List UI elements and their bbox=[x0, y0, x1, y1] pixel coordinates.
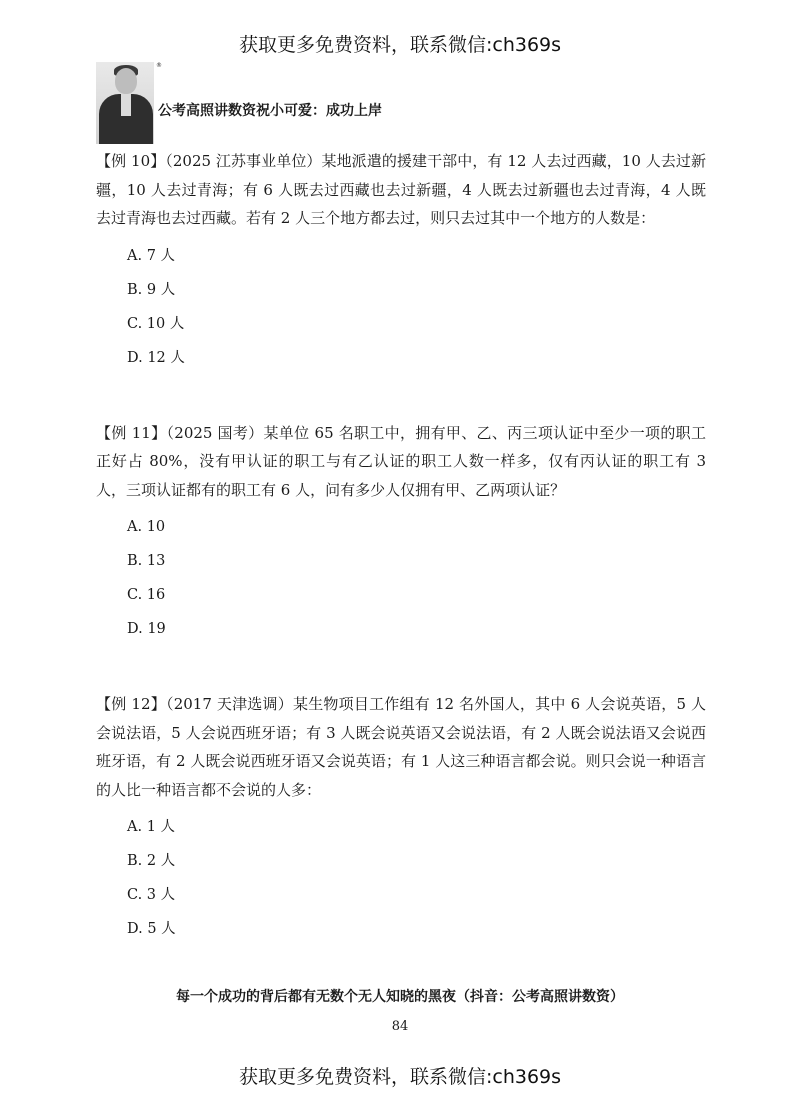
option-d: D. 19 bbox=[127, 621, 166, 637]
question-example-12 bbox=[96, 690, 706, 946]
option-d: D. 12 人 bbox=[127, 349, 185, 366]
question-body: （2025 国考）某单位 65 名职工中，拥有甲、乙、丙三项认证中至少一项的职工正好占 80%，没有甲认证的职工与有乙认证的职工人数一样多，仅有丙认证的职工有 3 人，三项认证都有的职工有 6 人，问有多少人仅拥有甲、乙两项认证？ bbox=[96, 423, 706, 499]
question-body: （2025 江苏事业单位）某地派遣的援建干部中，有 12 人去过西藏，10 人去过新疆，10 人去过青海；有 6 人既去过西藏也去过新疆，4 人既去过新疆也去过青海，4 人既去过青海也去过西藏。若有 2 人三个地方都去过，则只去过其中一个地方的人数是： bbox=[96, 152, 706, 227]
spacer bbox=[96, 646, 706, 690]
question-example-10 bbox=[96, 147, 706, 375]
question-text bbox=[96, 147, 706, 233]
question-tag: 【例 11】 bbox=[96, 423, 167, 442]
question-list bbox=[96, 147, 706, 946]
registered-mark: ® bbox=[156, 62, 162, 69]
top-banner: 获取更多免费资料，联系微信:ch369s bbox=[238, 34, 562, 56]
avatar bbox=[96, 62, 154, 144]
option-a: A. 1 人 bbox=[127, 819, 176, 835]
option-list bbox=[96, 510, 706, 646]
option-c: C. 3 人 bbox=[127, 887, 176, 903]
option-a: A. 10 bbox=[127, 519, 166, 535]
page-header bbox=[96, 62, 556, 144]
header-slogan: 公考高照讲数资祝小可爱：成功上岸 bbox=[158, 103, 382, 119]
option-c: C. 10 人 bbox=[127, 315, 185, 332]
question-example-11 bbox=[96, 419, 706, 647]
footer-motto: 每一个成功的背后都有无数个无人知晓的黑夜（抖音：公考高照讲数资） bbox=[176, 989, 624, 1005]
option-b: B. 2 人 bbox=[127, 853, 176, 869]
option-d: D. 5 人 bbox=[127, 921, 176, 937]
option-list bbox=[96, 239, 706, 375]
option-a: A. 7 人 bbox=[127, 247, 176, 264]
page-number: 84 bbox=[391, 1019, 409, 1034]
question-body: （2017 天津选调）某生物项目工作组有 12 名外国人，其中 6 人会说英语，5 人会说法语，5 人会说西班牙语；有 3 人既会说英语又会说法语，有 2 人既会说法语又会说西班牙语，有 2 人既会说西班牙语又会说英语；有 1 人这三种语言都会说。则只会说一种语言的人比一种语言都不会说的人多： bbox=[96, 695, 706, 799]
bottom-banner: 获取更多免费资料，联系微信:ch369s bbox=[238, 1066, 562, 1088]
question-text bbox=[96, 419, 706, 505]
question-tag: 【例 12】 bbox=[96, 695, 166, 713]
question-tag: 【例 10】 bbox=[96, 152, 166, 170]
spacer bbox=[96, 375, 706, 419]
option-c: C. 16 bbox=[127, 587, 166, 603]
option-list bbox=[96, 810, 706, 946]
option-b: B. 9 人 bbox=[127, 281, 176, 298]
question-text bbox=[96, 690, 706, 804]
option-b: B. 13 bbox=[127, 553, 166, 569]
